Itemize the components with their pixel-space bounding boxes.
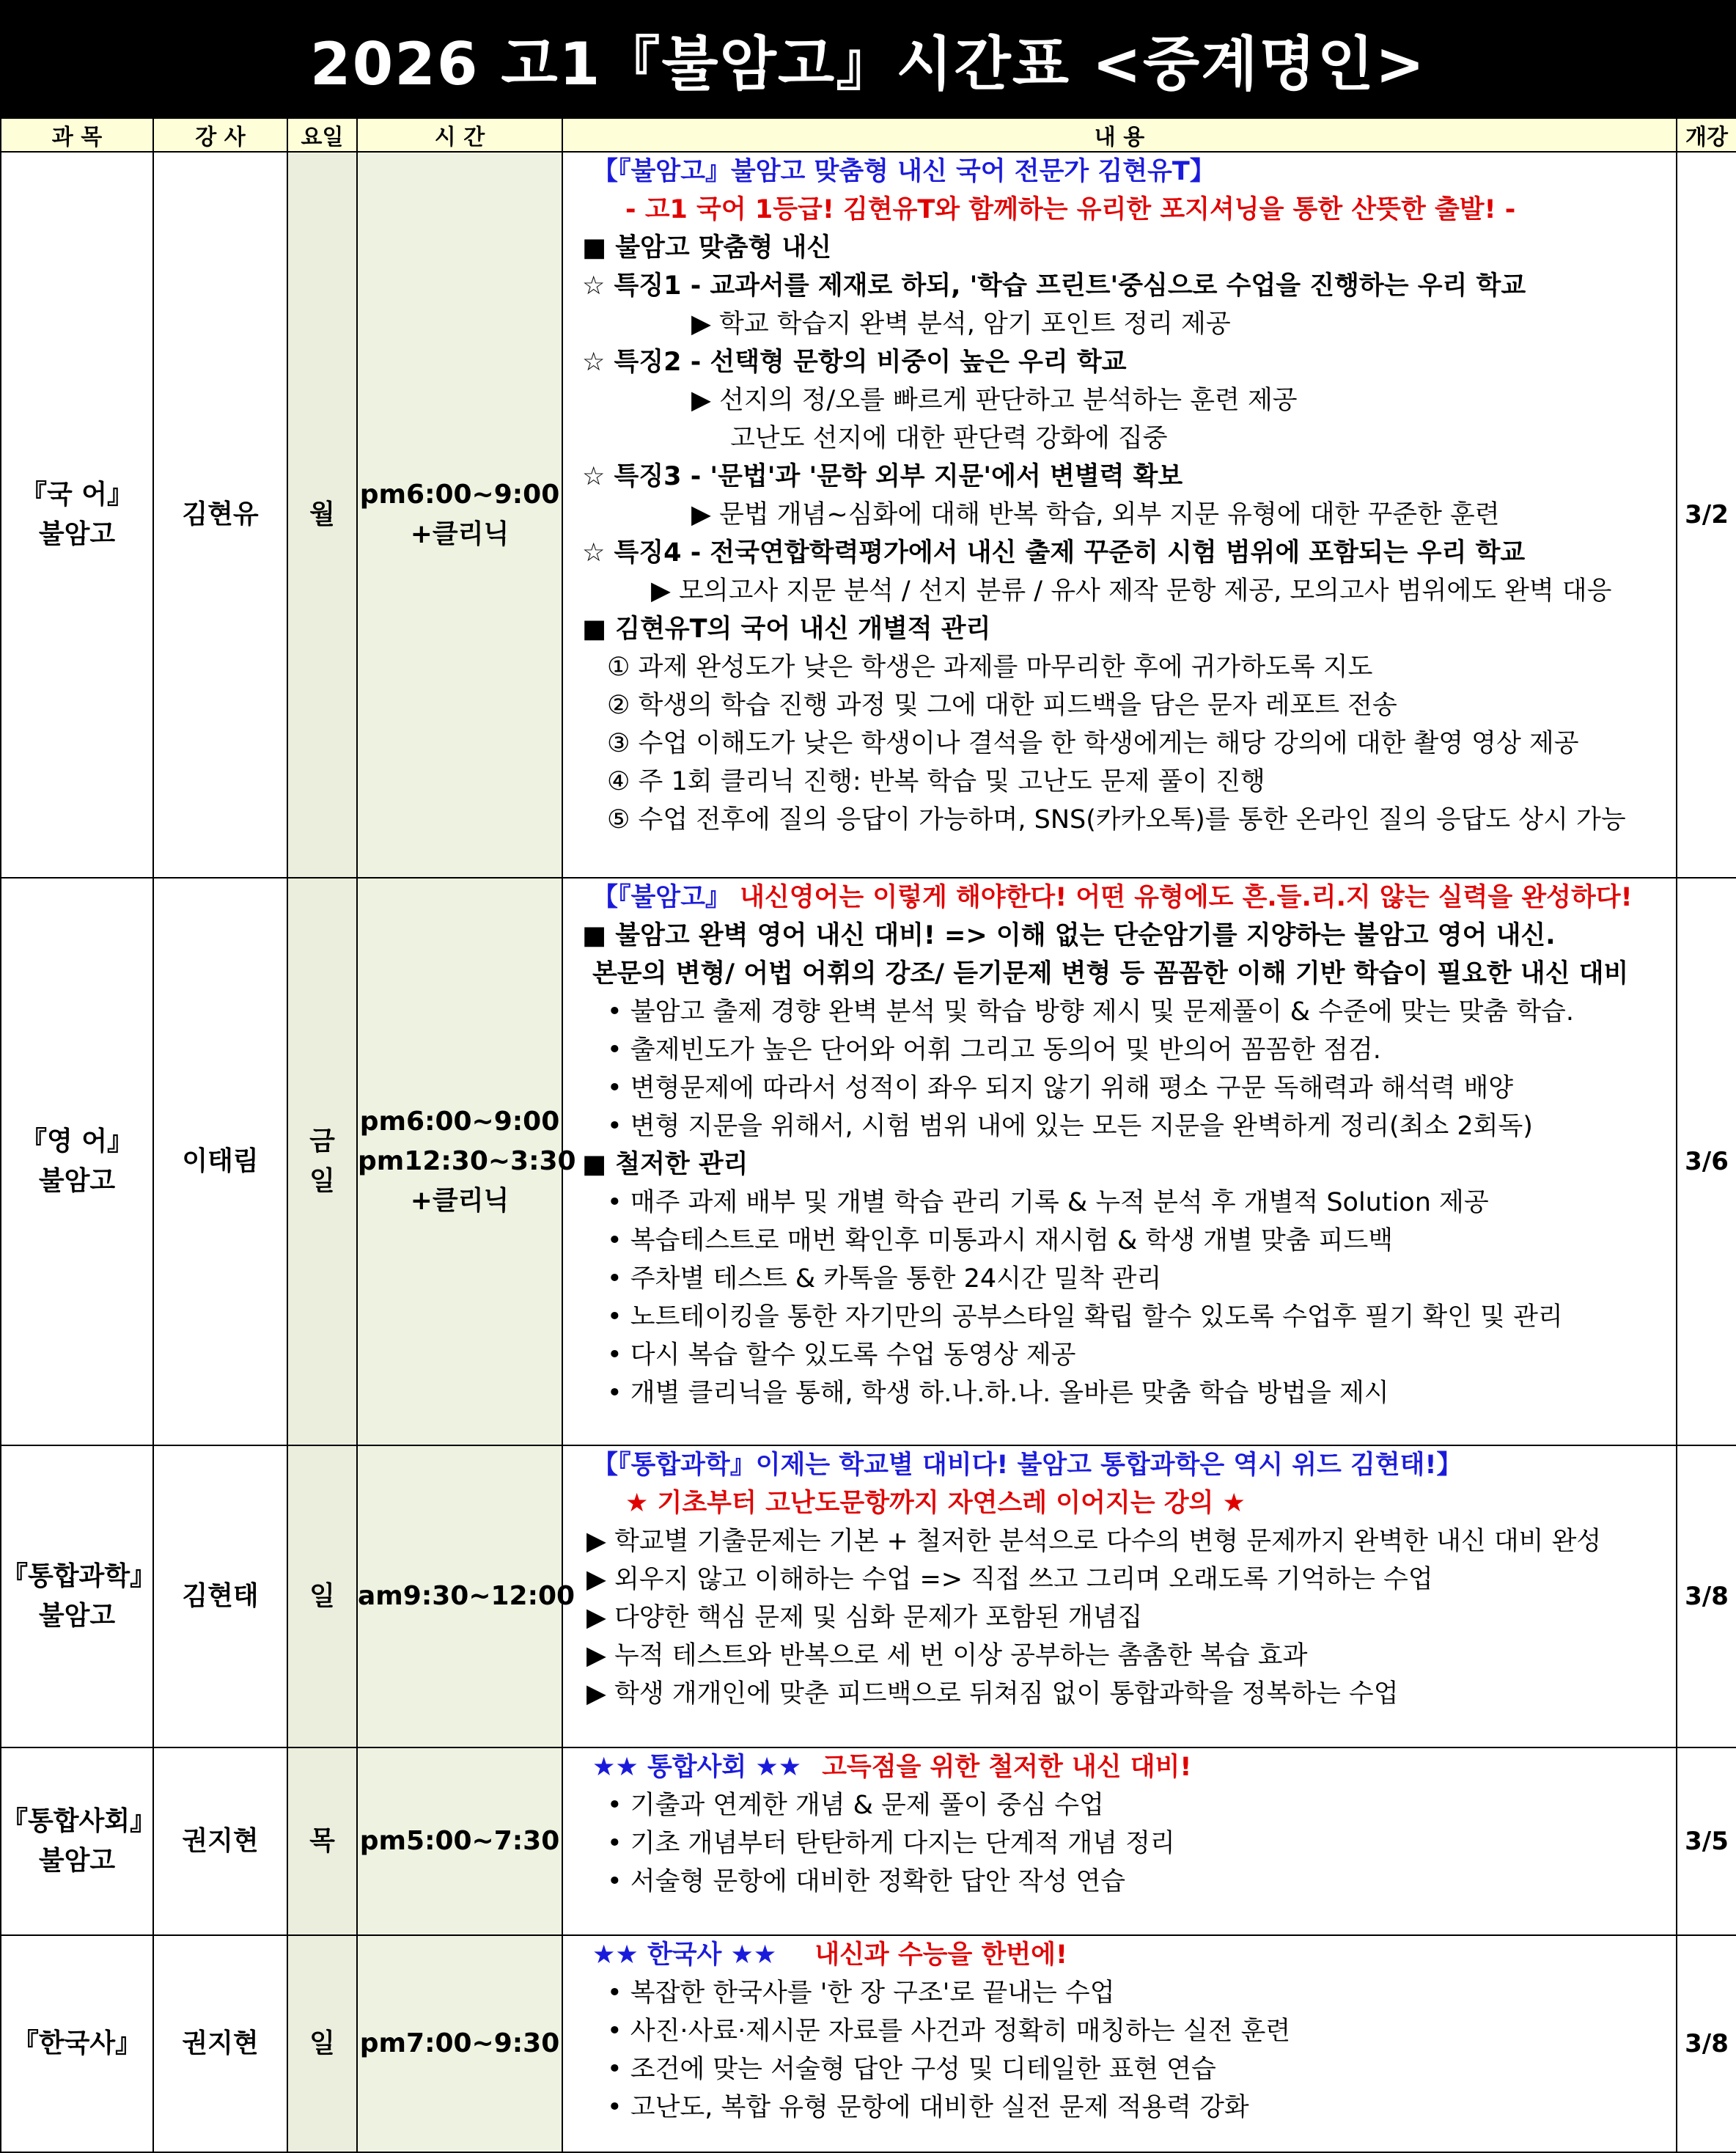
time-cell: pm7:00~9:30 — [357, 1935, 562, 2152]
content-feature: ☆ 특징4 - 전국연합학력평가에서 내신 출제 꾸준히 시험 범위에 포함되는 우리 학교 — [582, 538, 1526, 568]
content-section: ■ 철저한 관리 — [582, 1150, 749, 1179]
list-item: • 불암고 출제 경향 완벽 분석 및 학습 방향 제시 및 문제풀이 & 수준에 맞는 맞춤 학습. — [607, 997, 1574, 1027]
day-cell: 목 — [287, 1747, 357, 1935]
content-line: ⑤ 수업 전후에 질의 응답이 가능하며, SNS(카카오톡)를 통한 온라인 질의 응답도 상시 가능 — [607, 805, 1626, 835]
content-heading-tag: 【『불암고』 — [592, 883, 731, 912]
time-cell: pm5:00~7:30 — [357, 1747, 562, 1935]
list-item: • 변형 지문을 위해서, 시험 범위 내에 있는 모든 지문을 완벽하게 정리(최소 2회독) — [607, 1112, 1533, 1141]
table-row — [1, 152, 1736, 878]
time-cell — [357, 152, 562, 878]
list-item: • 매주 과제 배부 및 개별 학습 관리 기록 & 누적 분석 후 개별적 Solution 제공 — [607, 1188, 1489, 1217]
list-item: ▶ 누적 테스트와 반복으로 세 번 이상 공부하는 촘촘한 복습 효과 — [586, 1641, 1308, 1670]
content-line: ④ 주 1회 클리닉 진행: 반복 학습 및 고난도 문제 풀이 진행 — [607, 767, 1265, 796]
table-row — [1, 878, 1736, 1445]
list-item: • 고난도, 복합 유형 문항에 대비한 실전 문제 적용력 강화 — [607, 2093, 1249, 2122]
content-heading: 【『불암고』불암고 맞춤형 내신 국어 전문가 김현유T】 — [592, 157, 1215, 186]
content-heading — [563, 1936, 1676, 1974]
time-cell: am9:30~12:00 — [357, 1445, 562, 1747]
content-feature: ☆ 특징1 - 교과서를 제재로 하되, '학습 프린트'중심으로 수업을 진행하는 우리 학교 — [582, 271, 1526, 301]
list-item: • 서술형 문항에 대비한 정확한 답안 작성 연습 — [607, 1867, 1126, 1896]
subject-name: 『통합과학』 — [1, 1561, 157, 1591]
subject-school: 불암고 — [38, 1166, 116, 1196]
time-value: pm6:00~9:00 — [359, 480, 560, 510]
day-value: 금 — [309, 1126, 335, 1156]
teacher-cell: 권지현 — [153, 1747, 287, 1935]
content-line: ② 학생의 학습 진행 과정 및 그에 대한 피드백을 담은 문자 레포트 전송 — [607, 691, 1397, 720]
day-cell: 일 — [287, 1445, 357, 1747]
teacher-cell: 김현태 — [153, 1445, 287, 1747]
list-item: • 다시 복습 할수 있도록 수업 동영상 제공 — [607, 1340, 1076, 1370]
day-cell: 월 — [287, 152, 357, 878]
subject-name: 『국 어』 — [20, 480, 134, 510]
list-item: ▶ 학생 개개인에 맞춘 피드백으로 뒤쳐짐 없이 통합과학을 정복하는 수업 — [586, 1679, 1399, 1709]
time-clinic: +클리닉 — [410, 1186, 510, 1216]
list-item: • 노트테이킹을 통한 자기만의 공부스타일 확립 할수 있도록 수업후 필기 확인 및 관리 — [607, 1302, 1563, 1332]
content-line: 본문의 변형/ 어법 어휘의 강조/ 듣기문제 변형 등 꼼꼼한 이해 기반 학습이 필요한 내신 대비 — [592, 959, 1629, 989]
list-item: ▶ 학교별 기출문제는 기본 + 철저한 분석으로 다수의 변형 문제까지 완벽한 내신 대비 완성 — [586, 1527, 1602, 1556]
open-date-cell: 3/6 — [1677, 878, 1736, 1445]
content-line: 고난도 선지에 대한 판단력 강화에 집중 — [730, 424, 1168, 453]
timetable — [0, 117, 1736, 2153]
content-heading — [563, 1748, 1676, 1786]
header-content: 내 용 — [562, 118, 1677, 152]
list-item: • 기출과 연계한 개념 & 문제 풀이 중심 수업 — [607, 1791, 1104, 1820]
day-cell: 일 — [287, 1935, 357, 2152]
time-clinic: +클리닉 — [410, 519, 510, 549]
content-section: ■ 김현유T의 국어 내신 개별적 관리 — [582, 615, 991, 644]
subject-name: 『통합사회』 — [1, 1806, 157, 1836]
subject-cell: 『한국사』 — [1, 1935, 153, 2152]
subject-name: 『영 어』 — [20, 1126, 134, 1156]
subject-school: 불암고 — [38, 1601, 116, 1631]
subject-cell — [1, 878, 153, 1445]
header-row — [1, 118, 1736, 152]
header-teacher: 강 사 — [153, 118, 287, 152]
header-open: 개강 — [1677, 118, 1736, 152]
content-line: ③ 수업 이해도가 낮은 학생이나 결석을 한 학생에게는 해당 강의에 대한 촬영 영상 제공 — [607, 729, 1579, 758]
header-time: 시 간 — [357, 118, 562, 152]
content-cell — [562, 152, 1677, 878]
content-feature: ☆ 특징2 - 선택형 문항의 비중이 높은 우리 학교 — [582, 348, 1127, 377]
subject-cell — [1, 1747, 157, 1935]
teacher-cell: 권지현 — [153, 1935, 287, 2152]
content-heading: 【『통합과학』이제는 학교별 대비다! 불암고 통합과학은 역시 위드 김현태!】 — [592, 1450, 1463, 1480]
list-item: ▶ 다양한 핵심 문제 및 심화 문제가 포함된 개념집 — [586, 1603, 1143, 1632]
list-item: • 변형문제에 따라서 성적이 좌우 되지 않기 위해 평소 구문 독해력과 해석력 배양 — [607, 1074, 1514, 1103]
subject-school: 불암고 — [38, 1846, 116, 1876]
content-subheading: ★ 기초부터 고난도문항까지 자연스레 이어지는 강의 ★ — [625, 1489, 1246, 1518]
time-value: pm12:30~3:30 — [358, 1146, 576, 1176]
content-heading-text: 내신영어는 이렇게 해야한다! 어떤 유형에도 흔.들.리.지 않는 실력을 완성하다! — [730, 883, 1633, 912]
day-value: 일 — [309, 1166, 335, 1196]
header-day: 요일 — [287, 118, 357, 152]
content-line: ▶ 학교 학습지 완벽 분석, 암기 포인트 정리 제공 — [691, 309, 1231, 339]
table-row — [1, 1935, 1736, 2152]
day-cell — [287, 878, 357, 1445]
content-cell — [562, 1445, 1677, 1747]
time-value: pm6:00~9:00 — [359, 1107, 560, 1137]
subject-school: 불암고 — [38, 519, 116, 549]
page-title: 2026 고1『불암고』시간표 <중계명인> — [0, 0, 1736, 117]
content-cell — [562, 1747, 1677, 1935]
open-date-cell: 3/2 — [1677, 152, 1736, 878]
list-item: ▶ 외우지 않고 이해하는 수업 => 직접 쓰고 그리며 오래도록 기억하는 수업 — [586, 1565, 1433, 1594]
content-heading-tag: ★★ 통합사회 ★★ — [592, 1753, 802, 1782]
time-cell — [357, 878, 576, 1445]
list-item: • 복잡한 한국사를 '한 장 구조'로 끝내는 수업 — [607, 1978, 1115, 2008]
content-line: ▶ 선지의 정/오를 빠르게 판단하고 분석하는 훈련 제공 — [691, 386, 1298, 415]
content-cell — [562, 1935, 1677, 2152]
list-item: • 개별 클리닉을 통해, 학생 하.나.하.나. 올바른 맞춤 학습 방법을 제시 — [607, 1379, 1389, 1408]
content-heading-tag: ★★ 한국사 ★★ — [592, 1940, 777, 1970]
teacher-cell: 김현유 — [153, 152, 287, 878]
table-row — [1, 1445, 1736, 1747]
open-date-cell: 3/8 — [1677, 1445, 1736, 1747]
content-feature: ☆ 특징3 - '문법'과 '문학 외부 지문'에서 변별력 확보 — [582, 462, 1183, 491]
list-item: • 주차별 테스트 & 카톡을 통한 24시간 밀착 관리 — [607, 1264, 1162, 1294]
list-item: • 조건에 맞는 서술형 답안 구성 및 디테일한 표현 연습 — [607, 2055, 1216, 2084]
table-row — [1, 1747, 1736, 1935]
content-heading-text: 내신과 수능을 한번에! — [814, 1940, 1067, 1970]
content-line: ▶ 모의고사 지문 분석 / 선지 분류 / 유사 제작 문항 제공, 모의고사 범위에도 완벽 대응 — [651, 576, 1612, 606]
header-subject: 과 목 — [1, 118, 153, 152]
list-item: • 복습테스트로 매번 확인후 미통과시 재시험 & 학생 개별 맞춤 피드백 — [607, 1226, 1394, 1255]
content-line: ▶ 문법 개념~심화에 대해 반복 학습, 외부 지문 유형에 대한 꾸준한 훈련 — [691, 500, 1500, 529]
content-line: ① 과제 완성도가 낮은 학생은 과제를 마무리한 후에 귀가하도록 지도 — [607, 653, 1373, 682]
list-item: • 출제빈도가 높은 단어와 어휘 그리고 동의어 및 반의어 꼼꼼한 점검. — [607, 1035, 1381, 1065]
open-date-cell: 3/5 — [1677, 1747, 1736, 1935]
subject-cell — [1, 152, 153, 878]
list-item: • 사진·사료·제시문 자료를 사건과 정확히 매칭하는 실전 훈련 — [607, 2017, 1291, 2046]
content-section: ■ 불암고 맞춤형 내신 — [582, 233, 832, 263]
content-heading-text: 고득점을 위한 철저한 내신 대비! — [822, 1753, 1192, 1782]
teacher-cell: 이태림 — [153, 878, 287, 1445]
content-cell — [562, 878, 1677, 1445]
open-date-cell: 3/8 — [1677, 1935, 1736, 2152]
list-item: • 기초 개념부터 탄탄하게 다지는 단계적 개념 정리 — [607, 1829, 1175, 1858]
subject-cell — [1, 1445, 157, 1747]
content-section: ■ 불암고 완벽 영어 내신 대비! => 이해 없는 단순암기를 지양하는 불암고 영어 내신. — [582, 921, 1556, 950]
content-subheading: - 고1 국어 1등급! 김현유T와 함께하는 유리한 포지셔닝을 통한 산뜻한 출발! - — [625, 195, 1516, 224]
content-heading — [563, 879, 1676, 917]
